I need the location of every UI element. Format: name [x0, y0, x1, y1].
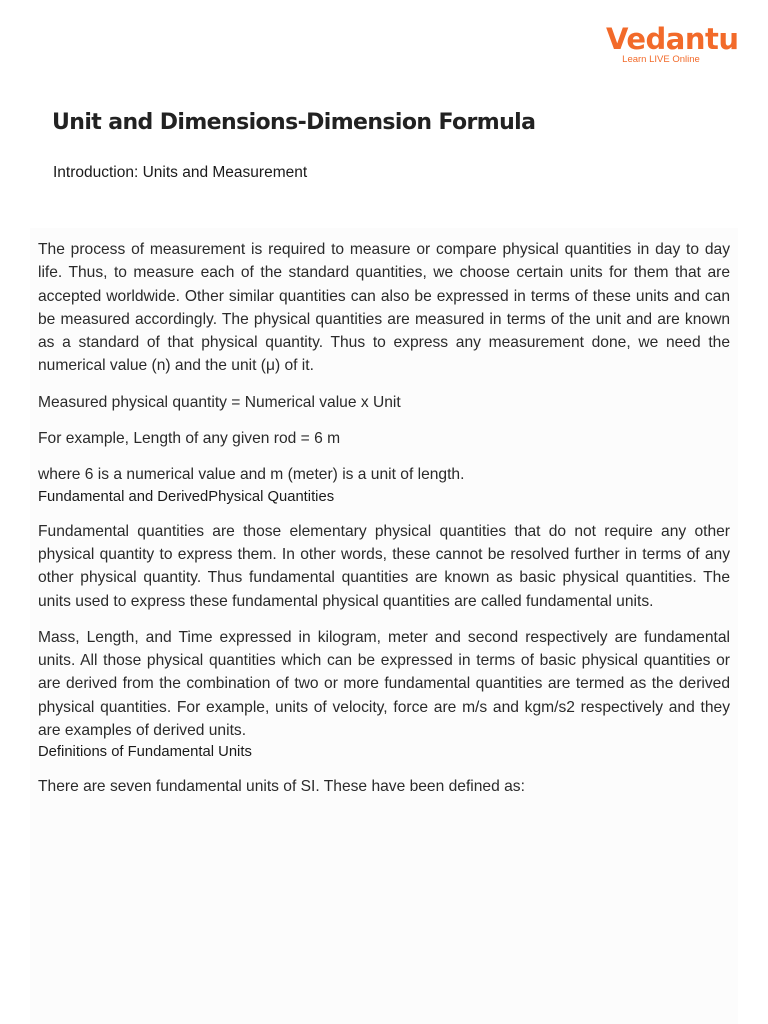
page-title: Unit and Dimensions-Dimension Formula — [52, 110, 536, 135]
section-heading-fundamental: Fundamental and DerivedPhysical Quantities — [38, 488, 335, 505]
definitions-paragraph: There are seven fundamental units of SI. These have been defined as: — [38, 778, 525, 796]
intro-paragraph: The process of measurement is required to measure or compare physical quantities in day to day life. Thus, to measure each of the standard quantities, we choose certain units for them that are accepted worldwide. Other similar quantities can also be expressed in terms of these units and can be measured accordingly. The physical quantities are measured in terms of the unit and are known as a standard of that physical quantity. Thus to express any measurement done, we need the numerical value (n) and the unit (μ) of it. — [38, 241, 730, 375]
formula-line: Measured physical quantity = Numerical value x Unit — [38, 393, 401, 411]
example-line: For example, Length of any given rod = 6 m — [38, 430, 341, 448]
logo-tagline: Learn LIVE Online — [622, 54, 700, 65]
vedantu-logo — [606, 22, 739, 66]
logo-wordmark: Vedantu — [606, 22, 739, 56]
where-line: where 6 is a numerical value and m (meter) is a unit of length. — [38, 466, 465, 484]
section-heading-definitions: Definitions of Fundamental Units — [38, 744, 252, 761]
derived-paragraph: Mass, Length, and Time expressed in kilogram, meter and second respectively are fundamental units. All those physical quantities which can be expressed in terms of basic physical quantities or are derived from the combination of two or more fundamental quantities are termed as the derived physical quantities. For example, units of velocity, force are m/s and kgm/s2 respectively and they are examples of derived units. — [38, 628, 730, 740]
fundamental-paragraph: Fundamental quantities are those elementary physical quantities that do not require any other physical quantity to express them. In other words, these cannot be resolved further in terms of any other physical quantity. Thus fundamental quantities are known as basic physical quantities. The units used to express these fundamental physical quantities are called fundamental units. — [38, 522, 730, 610]
page-subtitle: Introduction: Units and Measurement — [53, 164, 308, 181]
document-body — [30, 228, 738, 1024]
